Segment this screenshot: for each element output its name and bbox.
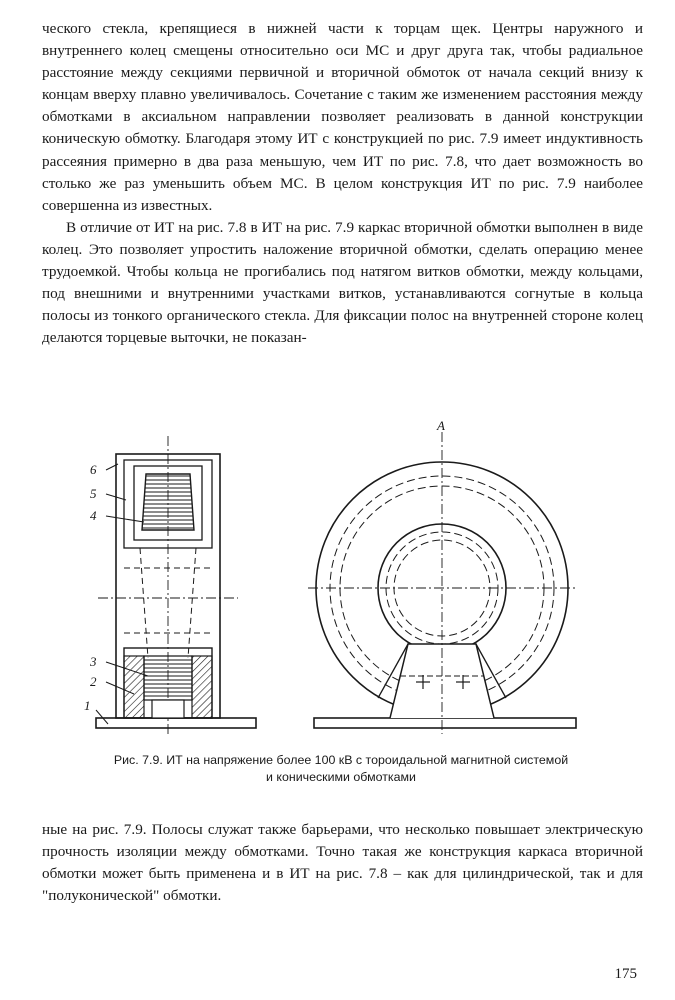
page-number: 175 bbox=[614, 966, 637, 982]
axis-label-a: A bbox=[437, 418, 445, 433]
callout-1: 1 bbox=[84, 698, 91, 713]
section-view bbox=[96, 436, 256, 734]
callout-5: 5 bbox=[90, 486, 97, 501]
cheek-hatched-left bbox=[124, 656, 144, 718]
figure-7-9 bbox=[78, 418, 598, 736]
caption-line-2: и коническими обмотками bbox=[266, 770, 416, 784]
transformer-drawing bbox=[78, 418, 598, 736]
callout-2: 2 bbox=[90, 674, 97, 689]
paragraph-frame-rings: В отличие от ИТ на рис. 7.8 в ИТ на рис. 7.9 каркас вторичной обмотки выполнен в виде колец. Это позволяет упростить наложение вторичной обмотки, сделать операцию менее трудоемкой. Чтобы кольца не прогибались под натягом витков обмотки, между кольцами, под внешними и внутренними участками витков, устанавливаются согнутые в кольца полосы из тонкого органического стекла. Для фиксации полос на внутренней стороне колец делаются торцевые выточки, не показан- bbox=[42, 218, 643, 347]
bottom-text-block bbox=[42, 819, 643, 907]
paragraph-barriers: ные на рис. 7.9. Полосы служат также барьерами, что несколько повышает электрическую прочность изоляции между обмотками. Точно такая же конструкция каркаса вторичной обмотки может быть применена и в ИТ на рис. 7.8 – как для цилиндрической, так и для "полуконической" обмотки. bbox=[42, 821, 643, 905]
cheek-hatched-right bbox=[192, 656, 212, 718]
base-plate-right bbox=[314, 718, 576, 728]
callout-3: 3 bbox=[90, 654, 97, 669]
figure-caption bbox=[36, 752, 646, 786]
paragraph-continued: ческого стекла, крепящиеся в нижней части к торцам щек. Центры наружного и внутреннего колец смещены относительно оси МС и друг друга так, чтобы радиальное расстояние между секциями первичной и вторичной обмоток от начала секций внизу к концам вверху плавно увеличивалось. Сочетание с таким же изменением расстояния между обмотками в аксиальном направлении позволяет реализовать в данной конструкции коническую обмотку. Благодаря этому ИТ с конструкцией по рис. 7.9 имеет индуктивность рассеяния примерно в два раза меньшую, чем ИТ по рис. 7.8, что дает возможность во столько же раз уменьшить объем МС. В целом конструкция ИТ по рис. 7.9 наиболее совершенна из известных. bbox=[42, 20, 643, 214]
base-plate bbox=[96, 718, 256, 728]
front-view bbox=[308, 432, 578, 734]
winding-block-3 bbox=[144, 656, 192, 700]
top-text-block bbox=[42, 18, 643, 349]
caption-line-1: Рис. 7.9. ИТ на напряжение более 100 кВ с тороидальной магнитной системой bbox=[113, 753, 569, 767]
callout-4: 4 bbox=[90, 508, 97, 523]
callout-6: 6 bbox=[90, 462, 97, 477]
